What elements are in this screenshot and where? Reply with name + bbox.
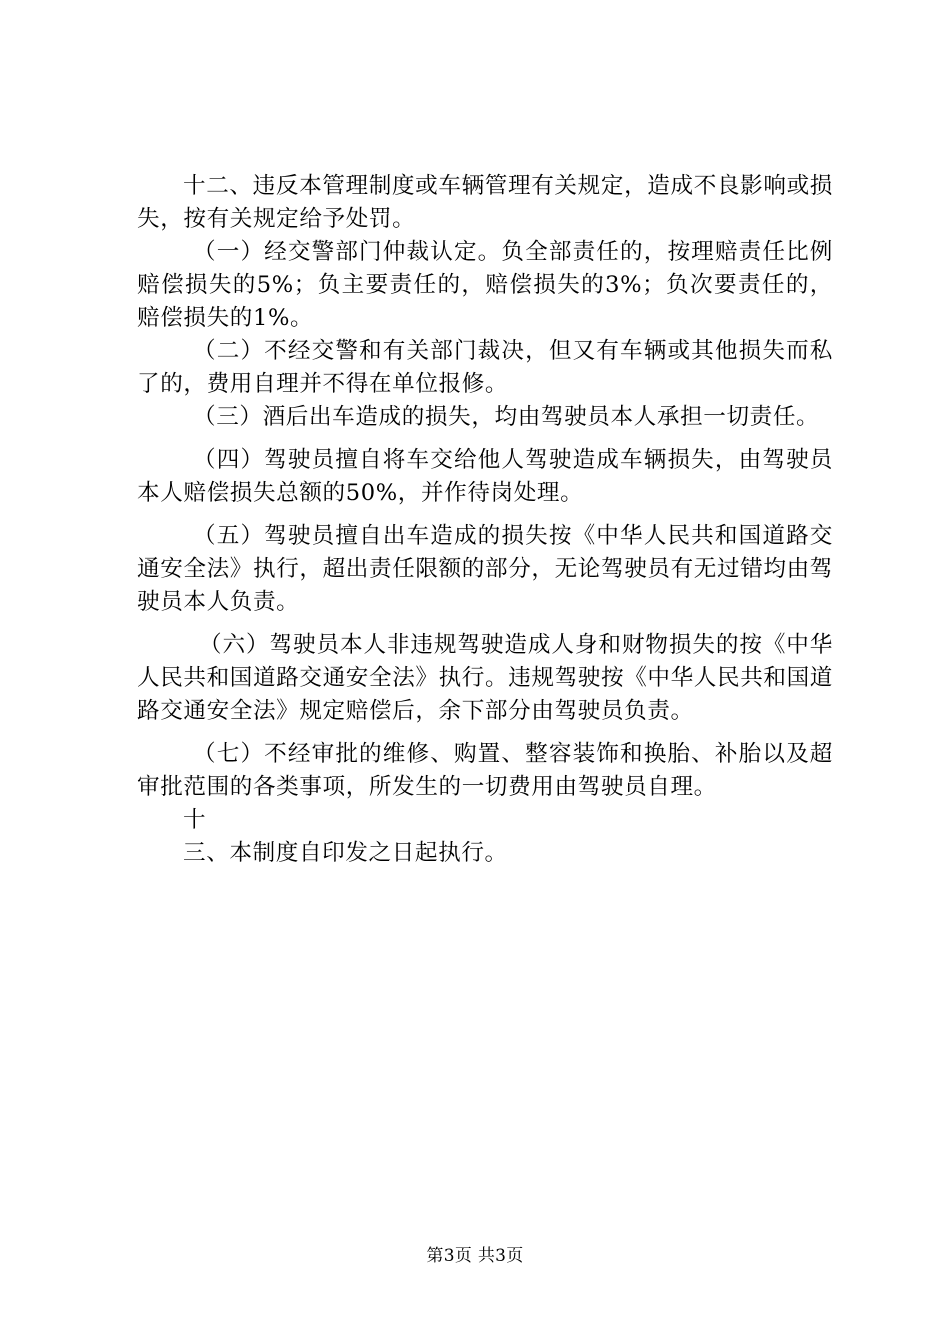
- clause-12-item-5: （五）驾驶员擅自出车造成的损失按《中华人民共和国道路交通安全法》执行，超出责任限额的部分，无论驾驶员有无过错均由驾驶员本人负责。: [137, 523, 833, 615]
- stray-line-fragment: 十: [183, 807, 207, 833]
- page-number-footer: 第3页 共3页: [426, 1246, 524, 1266]
- clause-12-item-4: （四）驾驶员擅自将车交给他人驾驶造成车辆损失，由驾驶员本人赔偿损失总额的50%，并作待岗处理。: [137, 447, 833, 506]
- document-body: [137, 170, 833, 870]
- clause-12-item-1: （一）经交警部门仲裁认定。负全部责任的，按理赔责任比例赔偿损失的5%；负主要责任的，赔偿损失的3%；负次要责任的，赔偿损失的1%。: [137, 239, 833, 331]
- clause-12-item-7: （七）不经审批的维修、购置、整容装饰和换胎、补胎以及超审批范围的各类事项，所发生的一切费用由驾驶员自理。: [137, 741, 833, 800]
- clause-12-item-6: （六）驾驶员本人非违规驾驶造成人身和财物损失的按《中华人民共和国道路交通安全法》执行。违规驾驶按《中华人民共和国道路交通安全法》规定赔偿后，余下部分由驾驶员负责。: [137, 632, 833, 724]
- clause-12-item-2: （二）不经交警和有关部门裁决，但又有车辆或其他损失而私了的，费用自理并不得在单位报修。: [137, 338, 833, 397]
- clause-12-heading: 十二、违反本管理制度或车辆管理有关规定，造成不良影响或损失，按有关规定给予处罚。: [137, 173, 833, 232]
- clause-12-item-3: （三）酒后出车造成的损失，均由驾驶员本人承担一切责任。: [193, 404, 820, 430]
- clause-13-effective-date: 三、本制度自印发之日起执行。: [183, 840, 508, 866]
